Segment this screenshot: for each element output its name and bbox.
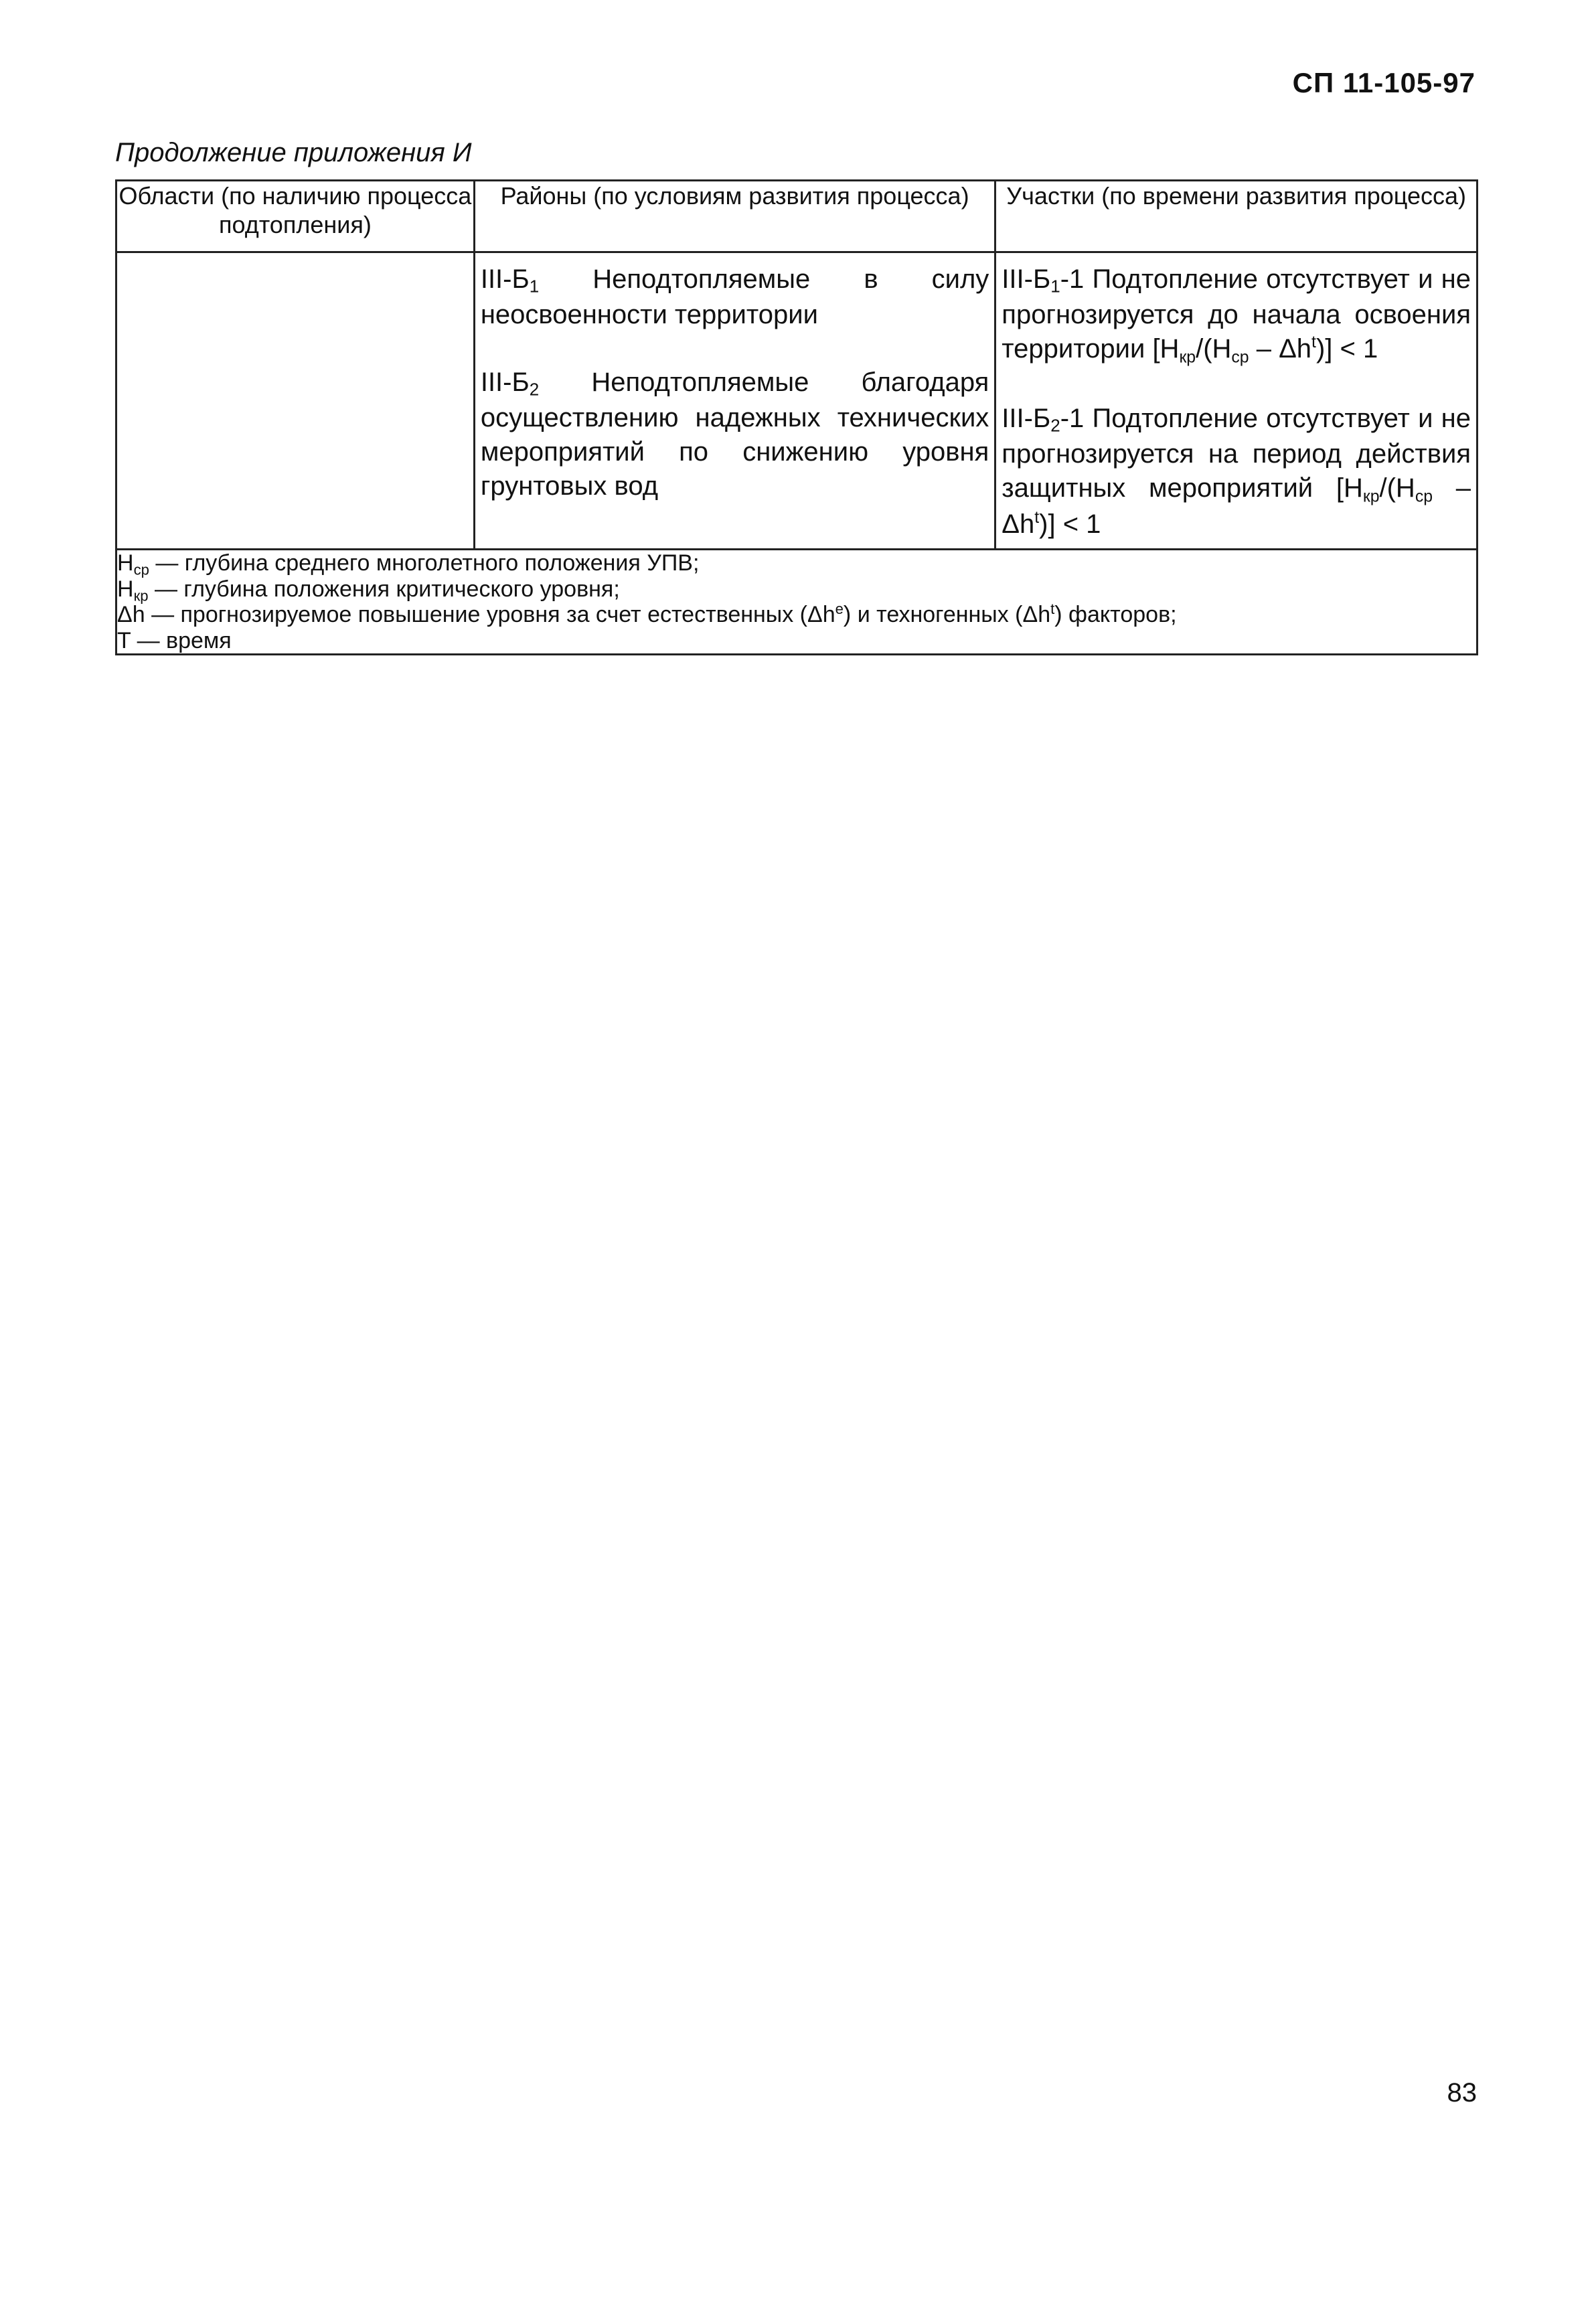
formula-sup: t xyxy=(1311,333,1316,352)
district-code-subscript: 2 xyxy=(529,379,540,400)
district-code-subscript: 1 xyxy=(529,276,540,297)
note-symbol: H xyxy=(117,550,134,576)
district-code: III-Б xyxy=(480,367,530,397)
continuation-caption: Продолжение приложения И xyxy=(115,138,472,167)
note-text: — глубина положения критического уровня; xyxy=(148,576,620,602)
formula-mid: /(H xyxy=(1196,333,1232,364)
note-text: — прогнозируемое повышение уровня за счет естественных (Δh xyxy=(145,602,835,628)
document-code: СП 11-105-97 xyxy=(1292,67,1475,98)
note-superscript: e xyxy=(835,601,844,618)
note-line xyxy=(117,602,1476,627)
note-symbol: Δh xyxy=(117,602,145,628)
area-code: III-Б xyxy=(1002,404,1051,434)
note-text: ) факторов; xyxy=(1054,602,1177,628)
district-cell xyxy=(474,252,995,550)
formula-close: )] < 1 xyxy=(1315,333,1378,364)
note-subscript: кр xyxy=(133,587,149,605)
note-line xyxy=(117,628,1476,653)
formula-minus: – Δh xyxy=(1002,473,1471,540)
column-header-regions: Области (по наличию процесса подтопления) xyxy=(116,181,475,252)
area-code: III-Б xyxy=(1002,264,1051,294)
formula-close: )] < 1 xyxy=(1039,509,1101,540)
formula-open: [H xyxy=(1152,333,1180,364)
area-entry-1 xyxy=(996,253,1476,368)
district-entry-1 xyxy=(475,253,994,332)
region-cell-empty xyxy=(116,252,475,550)
area-code-suffix: -1 xyxy=(1060,404,1085,434)
area-entry-2 xyxy=(996,368,1476,548)
criterion-formula xyxy=(1152,333,1378,367)
formula-open: [H xyxy=(1336,473,1363,503)
table-row xyxy=(116,252,1478,550)
note-subscript: ср xyxy=(133,562,149,579)
column-header-areas: Участки (по времени развития процесса) xyxy=(995,181,1478,252)
formula-sub-critical: кр xyxy=(1362,487,1380,506)
formula-minus: – Δh xyxy=(1249,333,1312,364)
notes-cell xyxy=(116,550,1478,655)
district-description: Неподтопляемые в силу неосвоенности территории xyxy=(480,264,989,329)
formula-sub-average: ср xyxy=(1231,348,1249,367)
area-cell xyxy=(995,252,1478,550)
area-code-suffix: -1 xyxy=(1060,264,1085,294)
formula-mid: /(H xyxy=(1379,473,1415,503)
note-line xyxy=(117,550,1476,579)
district-entry-2 xyxy=(475,332,994,510)
note-text: ) и техногенных (Δh xyxy=(843,602,1051,628)
area-code-subscript: 2 xyxy=(1050,415,1060,436)
area-description: Подтопление отсутствует и не прогнозируется на период действия защитных мероприятий xyxy=(1002,404,1471,503)
formula-sup: t xyxy=(1034,509,1040,528)
district-code: III-Б xyxy=(480,264,530,294)
notes-row xyxy=(116,550,1478,655)
note-symbol: H xyxy=(117,576,134,602)
table-header-row xyxy=(116,181,1478,252)
area-description: Подтопление отсутствует и не прогнозируется до начала освоения территории xyxy=(1002,264,1471,364)
area-code-subscript: 1 xyxy=(1050,276,1060,297)
note-line xyxy=(117,576,1476,605)
appendix-table xyxy=(115,179,1478,655)
page-number: 83 xyxy=(1447,2078,1477,2107)
formula-sub-critical: кр xyxy=(1179,348,1196,367)
note-superscript: t xyxy=(1050,601,1055,618)
district-description: Неподтопляемые благодаря осуществлению надежных технических мероприятий по снижению уровня грунтовых вод xyxy=(480,367,989,501)
note-text: T — время xyxy=(117,627,232,653)
formula-sub-average: ср xyxy=(1415,487,1433,506)
note-text: — глубина среднего многолетного положения УПВ; xyxy=(149,550,700,576)
column-header-districts: Районы (по условиям развития процесса) xyxy=(474,181,995,252)
